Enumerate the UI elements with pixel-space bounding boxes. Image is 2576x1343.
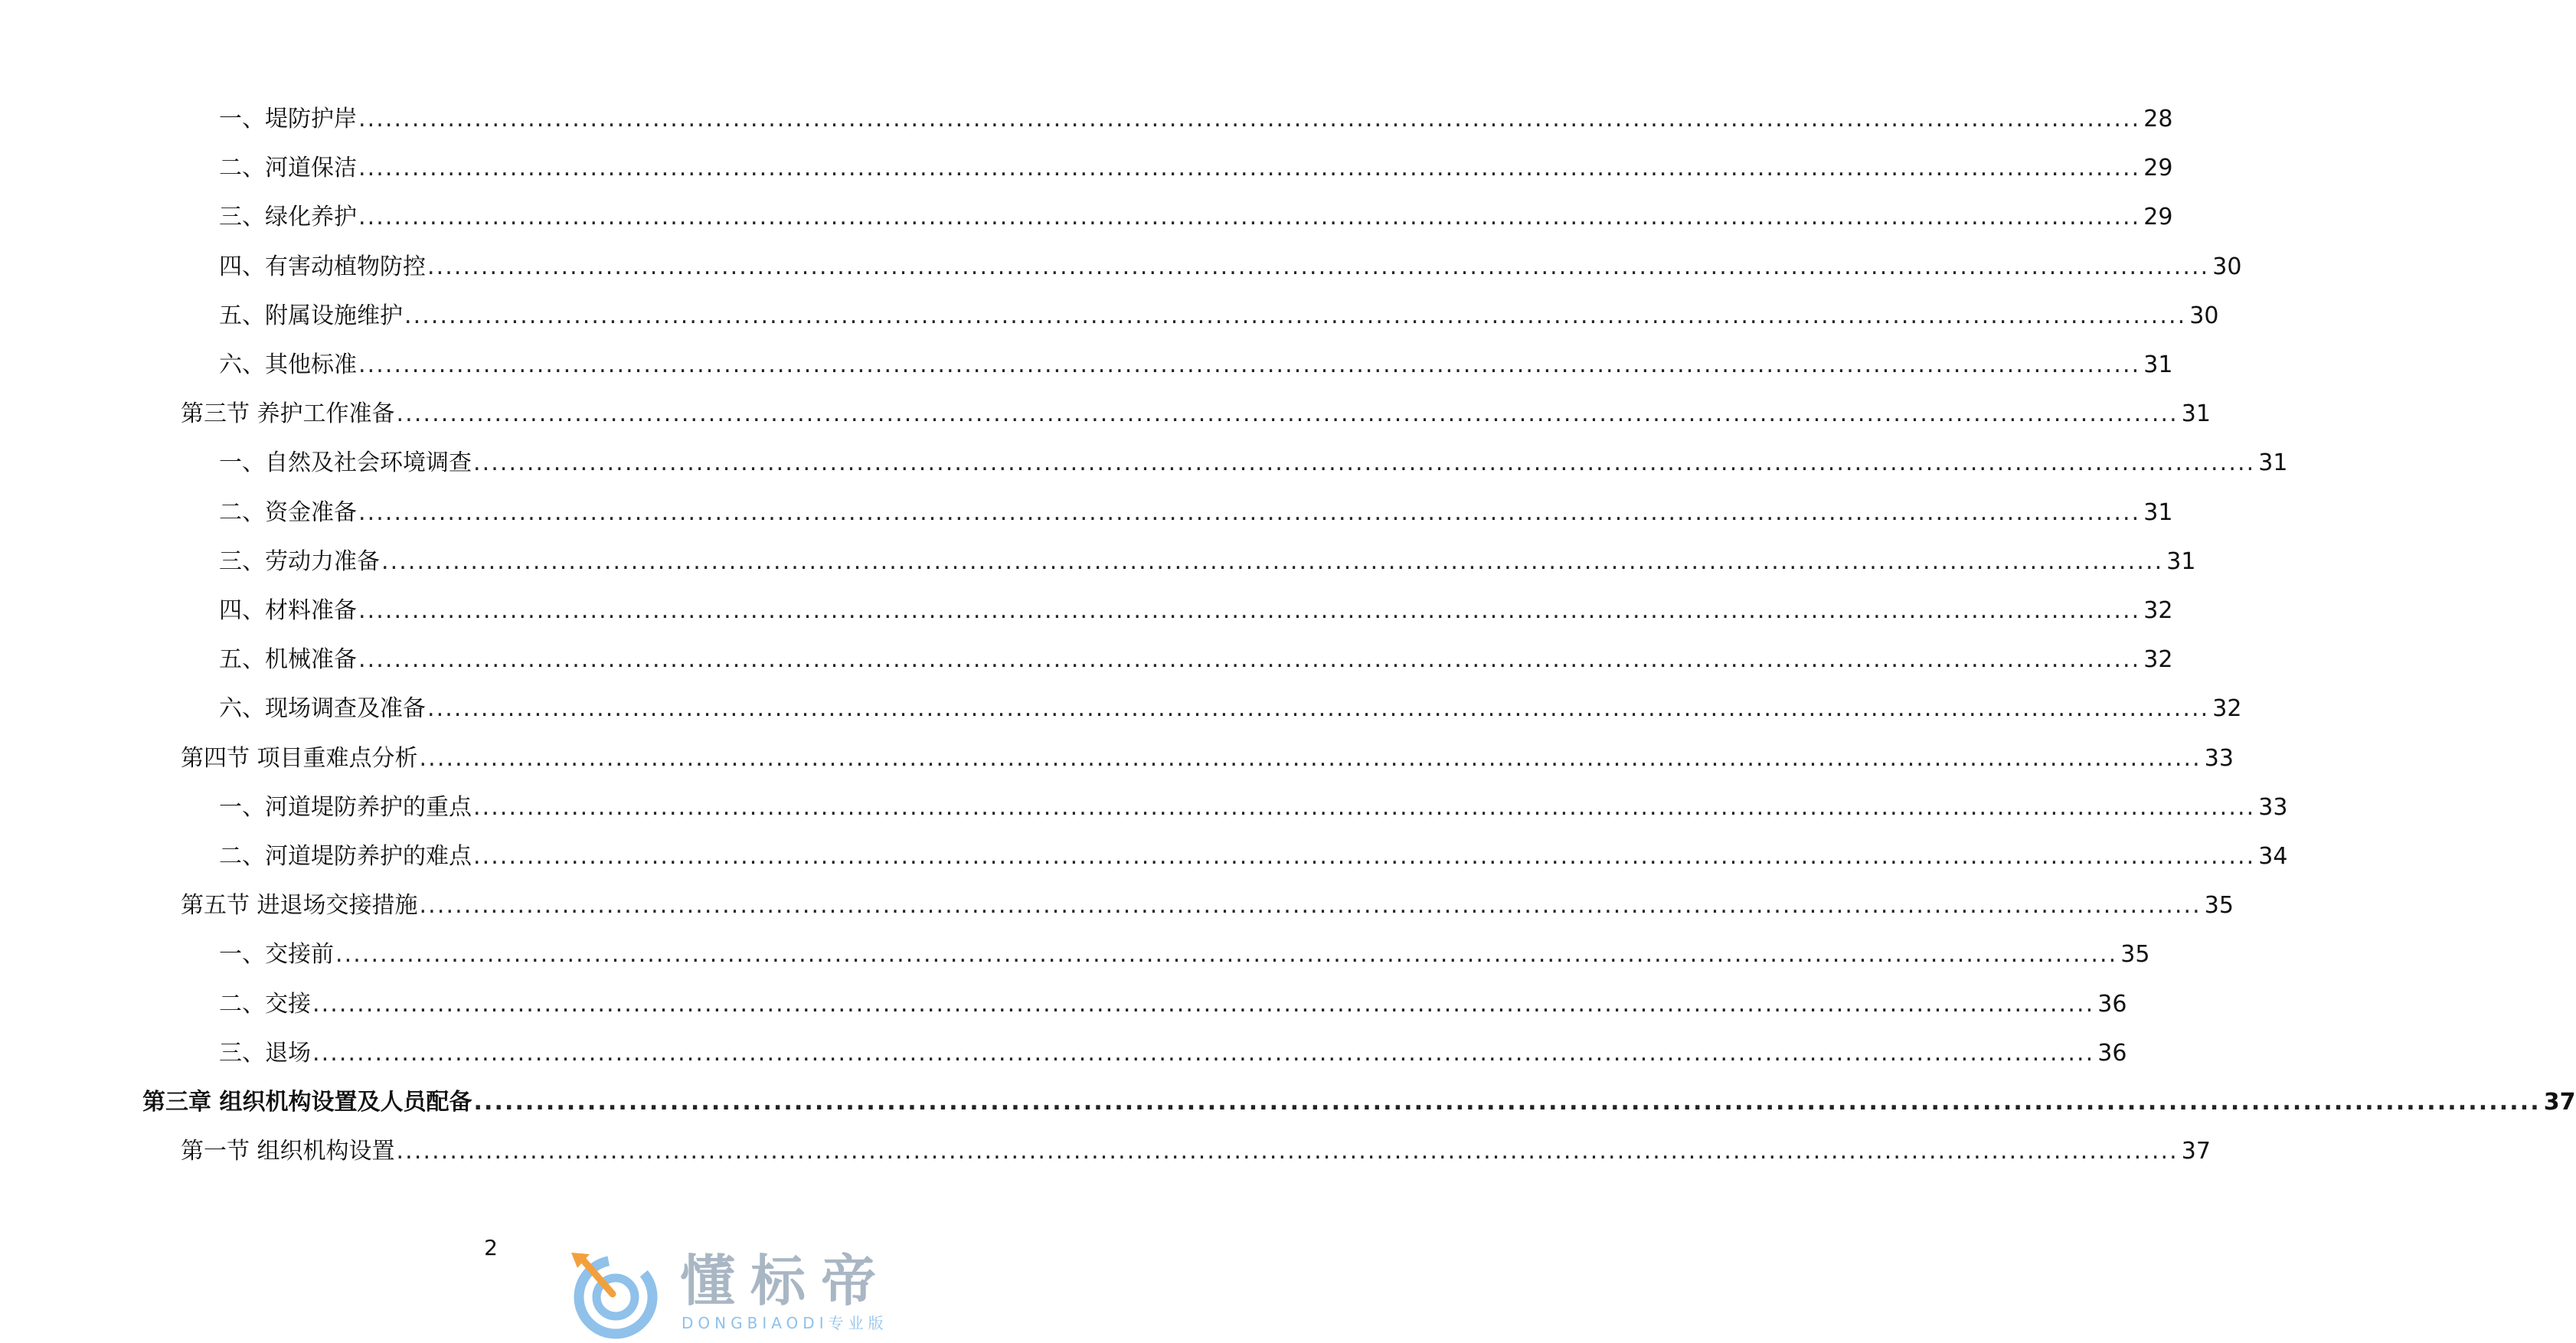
toc-entry-title: 第一节 组织机构设置 [181, 1138, 395, 1165]
toc-entry[interactable] [219, 594, 2173, 628]
toc-entry[interactable] [219, 643, 2173, 677]
toc-entry-title: 五、机械准备 [219, 646, 357, 673]
toc-entry-page: 34 [2258, 843, 2288, 870]
toc-entry[interactable] [219, 299, 2219, 333]
toc-entry-title: 五、附属设施维护 [219, 302, 403, 329]
toc-leader-dots: ........................................................................................................................................................................................................ [312, 991, 2095, 1018]
toc-leader-dots: ........................................................................................................................................................................................................ [358, 597, 2141, 624]
toc-entry-page: 28 [2143, 106, 2173, 132]
toc-entry[interactable] [219, 791, 2288, 825]
toc-leader-dots: ........................................................................................................................................................................................................ [427, 695, 2210, 722]
toc-leader-dots: ........................................................................................................................................................................................................ [335, 941, 2118, 968]
toc-entry[interactable] [219, 496, 2173, 530]
toc-entry-title: 三、退场 [219, 1040, 311, 1067]
toc-entry-page: 31 [2258, 449, 2288, 476]
toc-entry[interactable] [219, 250, 2242, 284]
watermark-subtitle: DONGBIAODI专业版 [682, 1314, 888, 1332]
toc-leader-dots: ........................................................................................................................................................................................................ [358, 155, 2141, 181]
toc-entry-page: 31 [2143, 499, 2173, 526]
toc-entry[interactable] [219, 938, 2150, 972]
toc-entry-page: 33 [2258, 794, 2288, 821]
toc-leader-dots: ........................................................................................................................................................................................................ [473, 449, 2256, 476]
toc-leader-dots: ........................................................................................................................................................................................................ [358, 351, 2141, 378]
toc-entry-title: 一、堤防护岸 [219, 106, 357, 132]
toc-leader-dots: ........................................................................................................................................................................................................ [358, 106, 2141, 132]
toc-entry[interactable] [219, 840, 2288, 874]
toc-leader-dots: ........................................................................................................................................................................................................ [404, 302, 2187, 329]
toc-entry-title: 第三章 组织机构设置及人员配备 [142, 1089, 472, 1116]
toc-entry-page: 30 [2212, 253, 2242, 280]
toc-entry-page: 30 [2189, 302, 2219, 329]
toc-leader-dots: ........................................................................................................................................................................................................ [427, 253, 2210, 280]
toc-entry[interactable] [219, 1037, 2127, 1070]
toc-leader-dots: ........................................................................................................................................................................................................ [358, 646, 2141, 673]
toc-entry-page: 37 [2543, 1089, 2576, 1116]
toc-entry[interactable] [219, 103, 2173, 136]
toc-entry-page: 29 [2143, 155, 2173, 181]
toc-entry-title: 一、河道堤防养护的重点 [219, 794, 472, 821]
toc-entry[interactable] [142, 1086, 2576, 1119]
toc-entry-title: 六、其他标准 [219, 351, 357, 378]
toc-entry[interactable] [219, 201, 2173, 234]
toc-entry[interactable] [219, 692, 2242, 726]
toc-entry[interactable] [219, 446, 2288, 480]
toc-leader-dots: ........................................................................................................................................................................................................ [358, 204, 2141, 230]
toc-leader-dots: ........................................................................................................................................................................................................ [358, 499, 2141, 526]
toc-leader-dots: ........................................................................................................................................................................................................ [419, 892, 2202, 919]
toc-entry-title: 三、劳动力准备 [219, 548, 380, 575]
toc-entry-title: 二、交接 [219, 991, 311, 1018]
toc-entry-page: 36 [2097, 1040, 2127, 1067]
toc-entry-title: 四、有害动植物防控 [219, 253, 426, 280]
toc-leader-dots: ........................................................................................................................................................................................................ [396, 1138, 2179, 1165]
toc-leader-dots: ........................................................................................................................................................................................................ [381, 548, 2164, 575]
target-logo-icon [567, 1247, 665, 1338]
toc-entry-page: 32 [2143, 646, 2173, 673]
toc-leader-dots: ........................................................................................................................................................................................................ [419, 745, 2202, 772]
toc-entry-title: 第五节 进退场交接措施 [181, 892, 418, 919]
toc-entry-page: 31 [2181, 400, 2211, 427]
toc-entry[interactable] [181, 397, 2211, 431]
toc-entry-title: 三、绿化养护 [219, 204, 357, 230]
toc-entry-title: 四、材料准备 [219, 597, 357, 624]
toc-entry[interactable] [219, 348, 2173, 382]
toc-entry-page: 31 [2143, 351, 2173, 378]
toc-entry-title: 一、交接前 [219, 941, 334, 968]
toc-entry[interactable] [181, 1135, 2211, 1168]
toc-entry-title: 二、河道保洁 [219, 155, 357, 181]
toc-entry-title: 二、资金准备 [219, 499, 357, 526]
page-number: 2 [484, 1235, 498, 1260]
toc-entry-page: 32 [2143, 597, 2173, 624]
toc-entry-title: 第三节 养护工作准备 [181, 400, 395, 427]
toc-entry[interactable] [181, 889, 2234, 923]
toc-leader-dots: ........................................................................................................................................................................................................ [473, 794, 2256, 821]
toc-leader-dots: ........................................................................................................................................................................................................ [396, 400, 2179, 427]
toc-leader-dots: ........................................................................................................................................................................................................ [473, 843, 2256, 870]
toc-entry[interactable] [219, 988, 2127, 1021]
watermark [567, 1247, 934, 1338]
toc-entry[interactable] [219, 152, 2173, 185]
toc-entry-page: 36 [2097, 991, 2127, 1018]
toc-entry-page: 35 [2204, 892, 2234, 919]
toc-entry-title: 二、河道堤防养护的难点 [219, 843, 472, 870]
toc-entry-page: 29 [2143, 204, 2173, 230]
toc-entry-title: 一、自然及社会环境调查 [219, 449, 472, 476]
toc-entry-page: 35 [2120, 941, 2150, 968]
toc-entry[interactable] [181, 742, 2234, 776]
toc-entry-page: 33 [2204, 745, 2234, 772]
watermark-brand: 懂标帝 [680, 1249, 892, 1313]
toc-leader-dots: ........................................................................................................................................................................................................ [312, 1040, 2095, 1067]
toc-entry-page: 37 [2181, 1138, 2211, 1165]
toc-entry-title: 第四节 项目重难点分析 [181, 745, 418, 772]
toc-entry-title: 六、现场调查及准备 [219, 695, 426, 722]
toc-entry-page: 32 [2212, 695, 2242, 722]
toc-leader-dots: ........................................................................................................................................................................................................ [473, 1089, 2541, 1116]
toc-entry[interactable] [219, 545, 2196, 579]
toc-entry-page: 31 [2166, 548, 2196, 575]
